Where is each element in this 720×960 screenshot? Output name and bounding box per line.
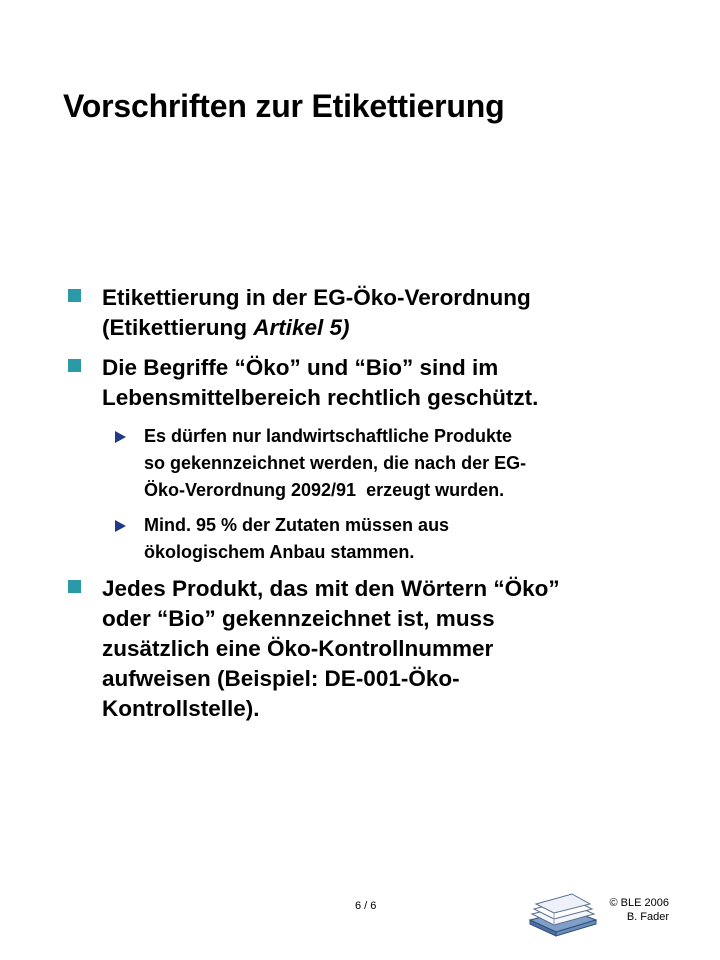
bullet-line: Kontrollstelle). (102, 696, 260, 721)
bullet-line: Etikettierung in der EG-Öko-Verordnung (102, 285, 531, 310)
bullet-line: zusätzlich eine Öko-Kontrollnummer (102, 636, 494, 661)
bullet-line: Lebensmittelbereich rechtlich geschützt. (102, 385, 539, 410)
copyright-line: © BLE 2006 (609, 897, 669, 909)
bullet-list (68, 283, 688, 734)
copyright-block (603, 896, 669, 924)
square-bullet-icon (68, 359, 81, 372)
bullet-item (68, 353, 688, 413)
bullet-text: (Etikettierung (102, 315, 254, 340)
square-bullet-icon (68, 289, 81, 302)
sub-bullet-line: ökologischem Anbau stammen. (144, 542, 415, 562)
sub-bullet-item (115, 423, 688, 504)
arrow-bullet-icon (115, 431, 126, 443)
bullet-line (102, 313, 688, 343)
slide-title: Vorschriften zur Etikettierung (63, 88, 505, 124)
page-number: 6 / 6 (355, 900, 377, 912)
bullet-line: Die Begriffe “Öko” und “Bio” sind im (102, 355, 499, 380)
bullet-line: oder “Bio” gekennzeichnet ist, muss (102, 606, 495, 631)
square-bullet-icon (68, 580, 81, 593)
sub-bullet-item (115, 512, 688, 566)
bullet-item (68, 574, 688, 724)
author-line: B. Fader (626, 911, 669, 923)
bullet-line: aufweisen (Beispiel: DE-001-Öko- (102, 666, 460, 691)
bullet-italic-text: Artikel 5) (253, 315, 350, 340)
bullet-item (68, 283, 688, 343)
sub-bullet-line: Es dürfen nur landwirtschaftliche Produkte (144, 426, 513, 446)
sub-bullet-line: Öko-Verordnung 2092/91 erzeugt wurden. (144, 480, 505, 500)
arrow-bullet-icon (115, 520, 126, 532)
paper-stack-icon (524, 890, 600, 942)
sub-bullet-line: so gekennzeichnet werden, die nach der EG- (144, 453, 527, 473)
sub-bullet-line: Mind. 95 % der Zutaten müssen aus (144, 515, 450, 535)
bullet-line: Jedes Produkt, das mit den Wörtern “Öko” (102, 576, 560, 601)
